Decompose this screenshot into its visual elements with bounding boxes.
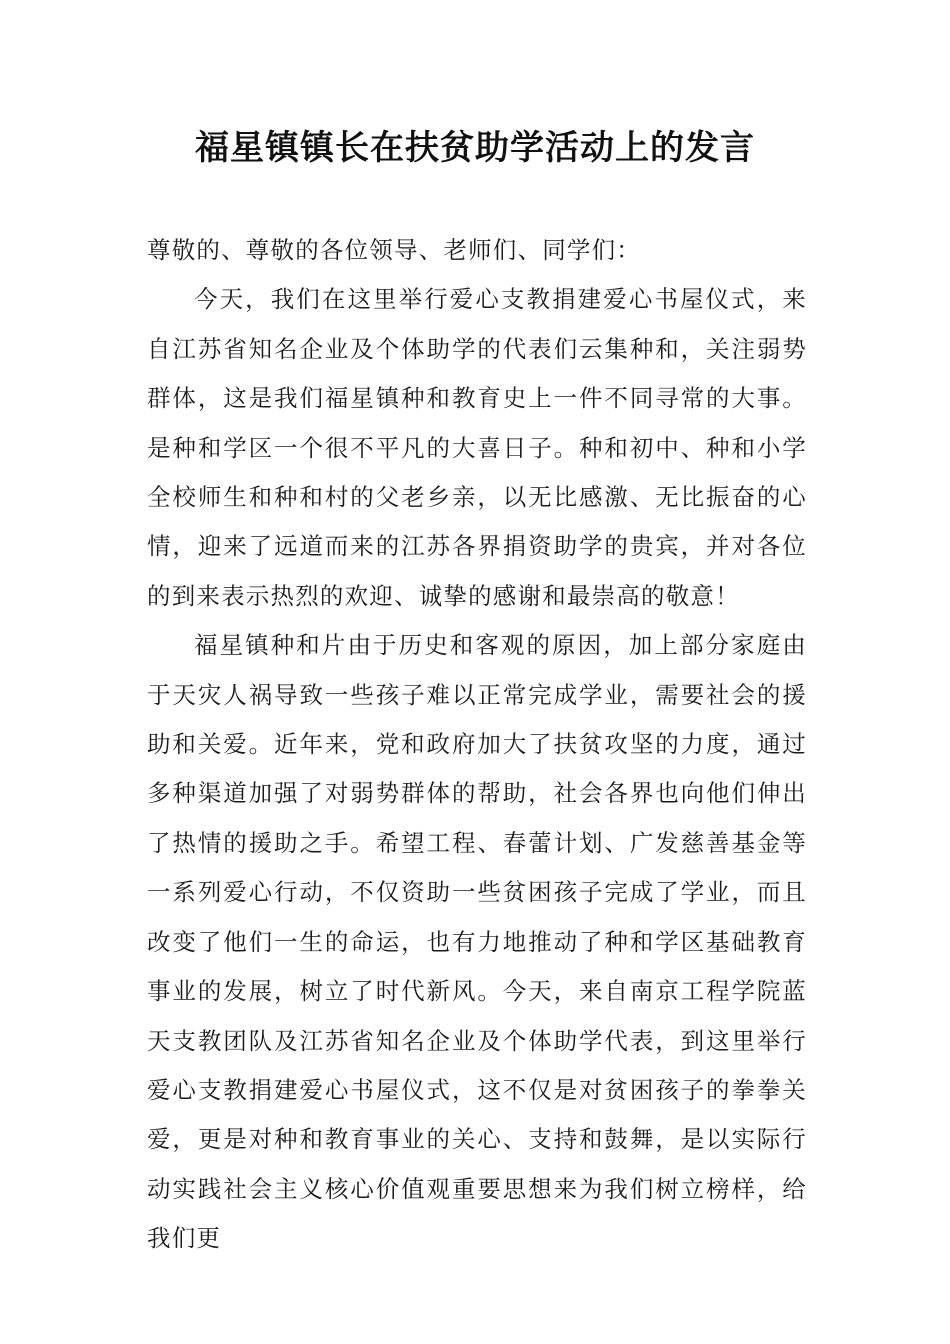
document-title: 福星镇镇长在扶贫助学活动上的发言 — [195, 128, 755, 168]
paragraph-2: 福星镇种和片由于历史和客观的原因，加上部分家庭由于天灾人祸导致一些孩子难以正常完成学业，需要社会的援助和关爱。近年来，党和政府加大了扶贫攻坚的力度，通过多种渠道加强了对弱势群体的帮助，社会各界也向他们伸出了热情的援助之手。希望工程、春蕾计划、广发慈善基金等一系列爱心行动，不仅资助一些贫困孩子完成了学业，而且改变了他们一生的命运，也有力地推动了种和学区基础教育事业的发展，树立了时代新风。今天，来自南京工程学院蓝天支教团队及江苏省知名企业及个体助学代表，到这里举行爱心支教捐建爱心书屋仪式，这不仅是对贫困孩子的拳拳关爱，更是对种和教育事业的关心、支持和鼓舞，是以实际行动实践社会主义核心价值观重要思想来为我们树立榜样，给我们更 — [147, 631, 807, 1253]
salutation: 尊敬的、尊敬的各位领导、老师们、同学们： — [147, 236, 641, 264]
document-body — [147, 226, 807, 1264]
paragraph-1: 今天，我们在这里举行爱心支教捐建爱心书屋仪式，来自江苏省知名企业及个体助学的代表们云集种和，关注弱势群体，这是我们福星镇种和教育史上一件不同寻常的大事。是种和学区一个很不平凡的大喜日子。种和初中、种和小学全校师生和种和村的父老乡亲，以无比感激、无比振奋的心情，迎来了远道而来的江苏各界捐资助学的贵宾，并对各位的到来表示热烈的欢迎、诚挚的感谢和最崇高的敬意！ — [147, 285, 807, 610]
